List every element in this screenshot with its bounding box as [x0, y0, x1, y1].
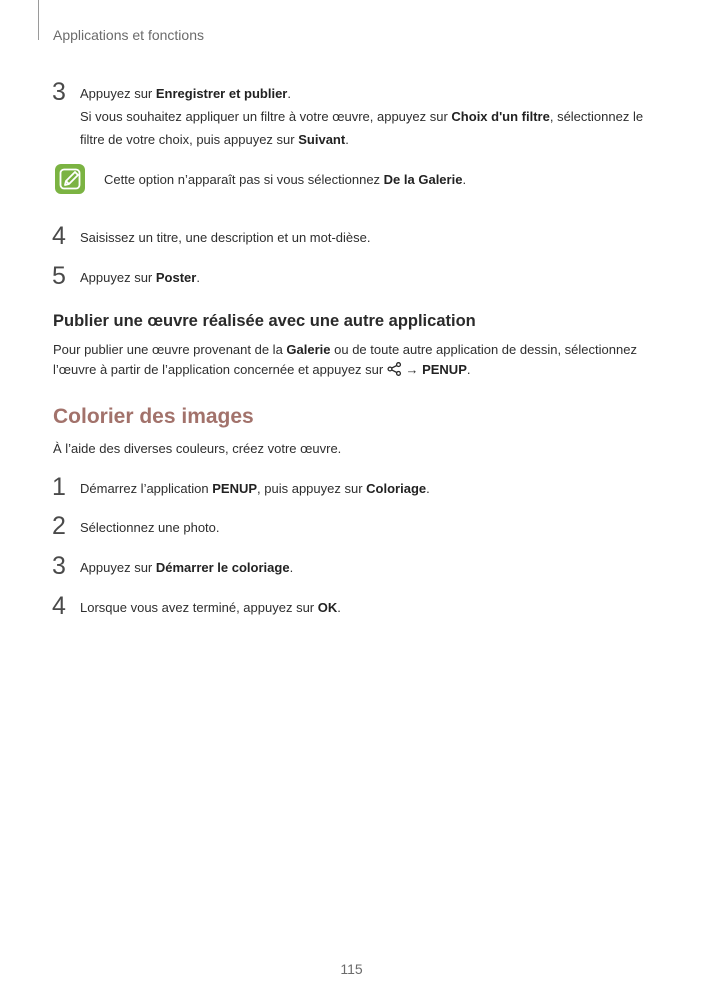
arrow-text: → [401, 362, 423, 377]
text: . [337, 600, 341, 615]
step-5-post [52, 262, 652, 292]
step-text [80, 477, 650, 500]
text: . [462, 172, 467, 187]
bold-term-coloriage: Coloriage [366, 481, 427, 496]
step-3-publish [52, 78, 652, 148]
text: . [345, 132, 349, 147]
bold-term-ok: OK [317, 600, 338, 615]
text: Si vous souhaitez appliquer un filtre à votre œuvre, appuyez sur [80, 109, 452, 124]
text: Cette option n’apparaît pas si vous sélectionnez [104, 172, 384, 187]
step-text: Sélectionnez une photo. [80, 520, 220, 535]
section-title: Colorier des images [53, 405, 254, 428]
bold-term-choix-filtre: Choix d'un filtre [451, 109, 550, 124]
bold-term-suivant: Suivant [298, 132, 346, 147]
color-step-3 [52, 552, 652, 582]
text: Appuyez sur [80, 86, 156, 101]
step-number: 5 [52, 262, 66, 290]
step-text [80, 596, 650, 619]
share-icon [387, 362, 402, 376]
step-text [80, 556, 650, 579]
step-number: 4 [52, 592, 66, 620]
text: . [289, 560, 294, 575]
color-step-4 [52, 592, 652, 622]
text: Démarrez l’application [80, 481, 213, 496]
step-text [80, 82, 650, 151]
note-box [54, 163, 654, 197]
step-number: 2 [52, 512, 66, 540]
step-number: 1 [52, 473, 66, 501]
bold-term-poster: Poster [155, 270, 197, 285]
subsection-title: Publier une œuvre réalisée avec une autre application [53, 312, 476, 330]
text: Appuyez sur [80, 270, 156, 285]
note-text [104, 171, 466, 189]
text: . [287, 86, 291, 101]
bold-term-penup: PENUP [212, 481, 258, 496]
bold-term-de-la-galerie: De la Galerie [383, 172, 463, 187]
color-step-2 [52, 512, 652, 542]
bold-term-demarrer-coloriage: Démarrer le coloriage [155, 560, 290, 575]
text: Pour publier une œuvre provenant de la [53, 342, 287, 357]
text: Lorsque vous avez terminé, appuyez sur [80, 600, 318, 615]
text: ou de toute autre application de dessin, sélectionnez l’œuvre à partir de l’application concernée et appuyez sur [53, 342, 637, 377]
text: . [196, 270, 200, 285]
section-intro: À l’aide des diverses couleurs, créez votre œuvre. [53, 441, 342, 456]
page-header-title: Applications et fonctions [53, 27, 204, 43]
step-text: Saisissez un titre, une description et un mot-dièse. [80, 230, 371, 245]
subsection-paragraph [53, 340, 653, 380]
step-number: 4 [52, 222, 66, 250]
header-divider [38, 0, 39, 40]
text: . [466, 362, 471, 377]
step-number: 3 [52, 78, 66, 106]
step-number: 3 [52, 552, 66, 580]
text: . [426, 481, 430, 496]
bold-term-penup: PENUP [422, 362, 467, 377]
page-number: 115 [340, 961, 363, 977]
bold-term-galerie: Galerie [286, 342, 331, 357]
pen-note-icon [54, 163, 86, 195]
bold-term-enregistrer-publier: Enregistrer et publier [155, 86, 288, 101]
text: , puis appuyez sur [257, 481, 367, 496]
step-text [80, 266, 650, 289]
color-step-1 [52, 473, 652, 503]
step-4-title [52, 222, 652, 252]
text: Appuyez sur [80, 560, 156, 575]
text: , sélectionnez le filtre de votre choix, puis appuyez sur [80, 109, 644, 147]
